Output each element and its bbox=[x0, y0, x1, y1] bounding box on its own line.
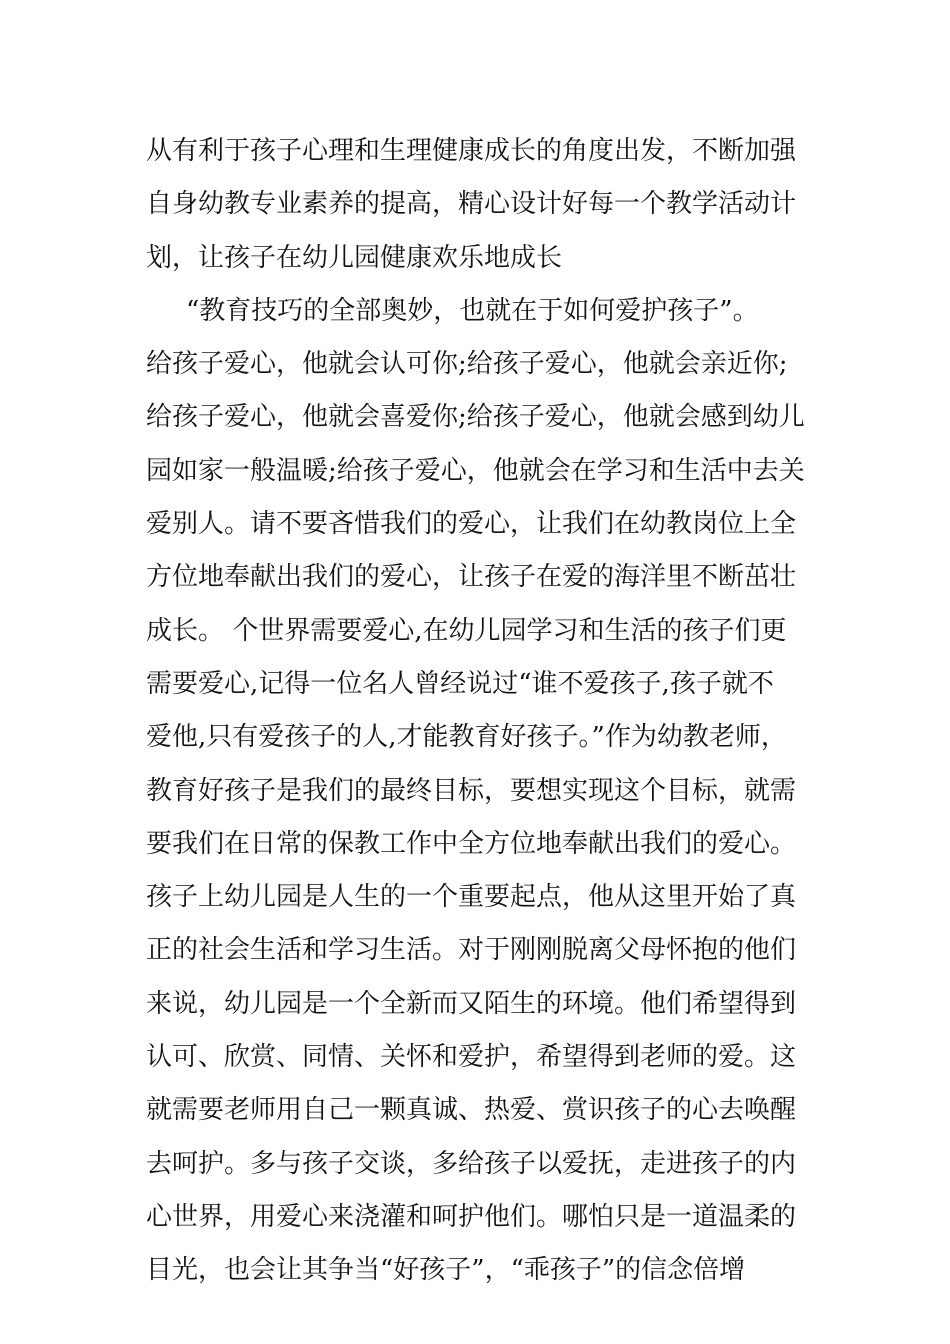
text-line: 教育好孩子是我们的最终目标，要想实现这个目标，就需 bbox=[146, 775, 797, 806]
text-line: 爱他,只有爱孩子的人,才能教育好孩子。”作为幼教老师， bbox=[146, 722, 787, 753]
text-line: 给孩子爱心，他就会喜爱你;给孩子爱心，他就会感到幼儿 bbox=[146, 402, 805, 433]
text-line-paragraph-start: “教育技巧的全部奥妙，也就在于如何爱护孩子”。 bbox=[186, 295, 759, 326]
text-line: 爱别人。请不要吝惜我们的爱心，让我们在幼教岗位上全 bbox=[146, 509, 797, 540]
text-line: 就需要老师用自己一颗真诚、热爱、赏识孩子的心去唤醒 bbox=[146, 1095, 797, 1126]
body-text bbox=[146, 130, 826, 1303]
text-line: 成长。 个世界需要爱心,在幼儿园学习和生活的孩子们更 bbox=[146, 615, 787, 646]
text-line: 从有利于孩子心理和生理健康成长的角度出发，不断加强 bbox=[146, 136, 797, 166]
text-line: 心世界，用爱心来浇灌和呵护他们。哪怕只是一道温柔的 bbox=[146, 1201, 797, 1232]
text-line: 需要爱心,记得一位名人曾经说过“谁不爱孩子,孩子就不 bbox=[146, 668, 774, 699]
text-line: 要我们在日常的保教工作中全方位地奉献出我们的爱心。 bbox=[146, 828, 797, 859]
text-line: 来说，幼儿园是一个全新而又陌生的环境。他们希望得到 bbox=[146, 988, 797, 1019]
text-line: 给孩子爱心，他就会认可你;给孩子爱心，他就会亲近你; bbox=[146, 349, 788, 380]
text-line: 划，让孩子在幼儿园健康欢乐地成长 bbox=[146, 242, 563, 273]
text-line: 去呵护。多与孩子交谈，多给孩子以爱抚，走进孩子的内 bbox=[146, 1148, 797, 1179]
text-line: 自身幼教专业素养的提高，精心设计好每一个教学活动计 bbox=[146, 189, 797, 220]
text-line: 方位地奉献出我们的爱心，让孩子在爱的海洋里不断茁壮 bbox=[146, 562, 797, 593]
text-line: 认可、欣赏、同情、关怀和爱护，希望得到老师的爱。这 bbox=[146, 1042, 797, 1073]
text-line: 目光，也会让其争当“好孩子”，“乖孩子”的信念倍增 bbox=[146, 1255, 746, 1286]
text-line: 园如家一般温暖;给孩子爱心，他就会在学习和生活中去关 bbox=[146, 455, 805, 486]
text-line: 正的社会生活和学习生活。对于刚刚脱离父母怀抱的他们 bbox=[146, 935, 797, 966]
text-line: 孩子上幼儿园是人生的一个重要起点，他从这里开始了真 bbox=[146, 882, 797, 913]
